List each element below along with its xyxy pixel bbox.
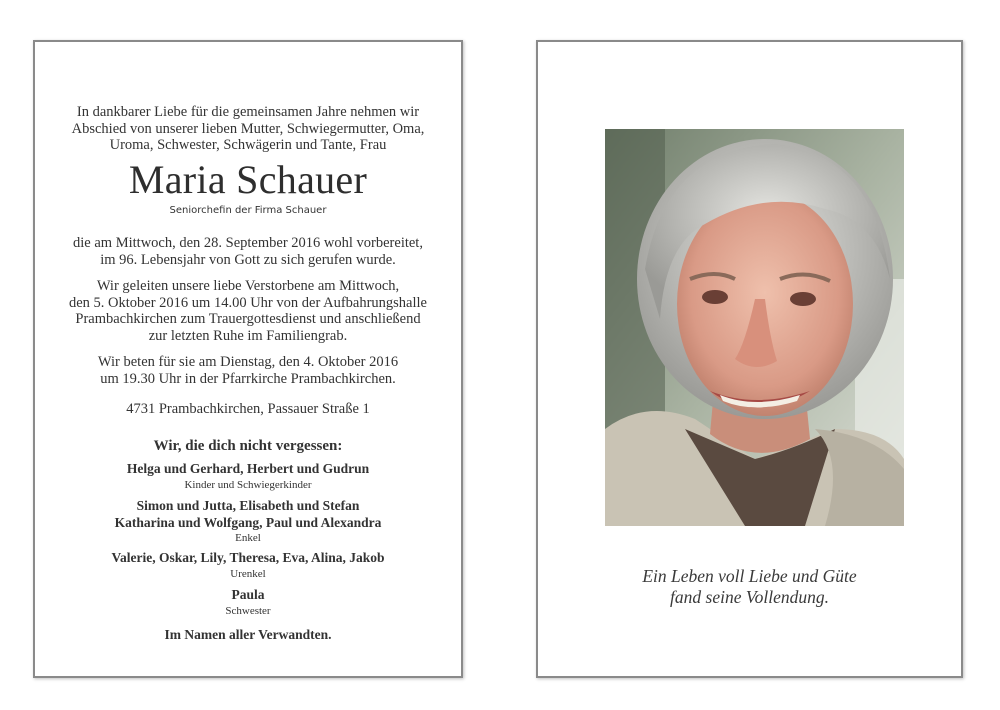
- intro-line: Uroma, Schwester, Schwägerin und Tante, Frau: [109, 137, 387, 153]
- funeral-line: den 5. Oktober 2016 um 14.00 Uhr von der Aufbahrungshalle: [68, 294, 427, 311]
- portrait-card: [536, 40, 963, 678]
- mourners-heading: Wir, die dich nicht vergessen:: [153, 438, 343, 454]
- mourner-names: Helga und Gerhard, Herbert und Gudrun: [126, 461, 370, 476]
- prayer-line: um 19.30 Uhr in der Pfarrkirche Prambachkirchen.: [100, 370, 396, 387]
- mourner-role: Schwester: [225, 604, 271, 617]
- mourner-group: [35, 461, 461, 492]
- portrait-illustration: [605, 129, 904, 526]
- death-notice-line: die am Mittwoch, den 28. September 2016 wohl vorbereitet,: [73, 235, 423, 251]
- mourner-names: Katharina und Wolfgang, Paul und Alexandra: [114, 514, 382, 530]
- mourner-group: [35, 587, 461, 618]
- prayer-line: Wir beten für sie am Dienstag, den 4. Oktober 2016: [97, 354, 399, 370]
- mourner-names: Simon und Jutta, Elisabeth und Stefan: [136, 498, 360, 513]
- closing-line: Im Namen aller Verwandten.: [164, 627, 332, 642]
- address: 4731 Prambachkirchen, Passauer Straße 1: [126, 401, 370, 417]
- funeral-line: Prambachkirchen zum Trauergottesdienst und anschließend: [75, 311, 421, 327]
- death-notice-line: im 96. Lebensjahr von Gott zu sich gerufen wurde.: [100, 251, 396, 268]
- deceased-subtitle: Seniorchefin der Firma Schauer: [169, 205, 327, 216]
- mourner-role: Urenkel: [230, 567, 266, 580]
- mourner-names: Valerie, Oskar, Lily, Theresa, Eva, Alina, Jakob: [111, 550, 385, 565]
- mourner-role: Kinder und Schwiegerkinder: [184, 478, 312, 491]
- intro-line: Abschied von unserer lieben Mutter, Schwiegermutter, Oma,: [71, 120, 425, 137]
- mourner-group: [35, 498, 461, 545]
- motto-line: Ein Leben voll Liebe und Güte: [642, 566, 857, 586]
- intro-line: In dankbarer Liebe für die gemeinsamen Jahre nehmen wir: [76, 104, 420, 120]
- funeral-info: [35, 278, 461, 344]
- prayer-info: [35, 354, 461, 387]
- obituary-text-card: [33, 40, 463, 678]
- portrait-photo: [605, 129, 904, 526]
- mourner-names: Paula: [231, 587, 265, 602]
- mourner-role: Enkel: [235, 532, 261, 544]
- motto-line: fand seine Vollendung.: [670, 587, 829, 607]
- death-notice: [35, 235, 461, 268]
- intro-text: [35, 104, 461, 154]
- deceased-name: Maria Schauer: [128, 157, 368, 202]
- funeral-line: zur letzten Ruhe im Familiengrab.: [148, 327, 348, 344]
- funeral-line: Wir geleiten unsere liebe Verstorbene am Mittwoch,: [96, 278, 400, 294]
- motto: [538, 566, 961, 608]
- mourner-group: [35, 550, 461, 581]
